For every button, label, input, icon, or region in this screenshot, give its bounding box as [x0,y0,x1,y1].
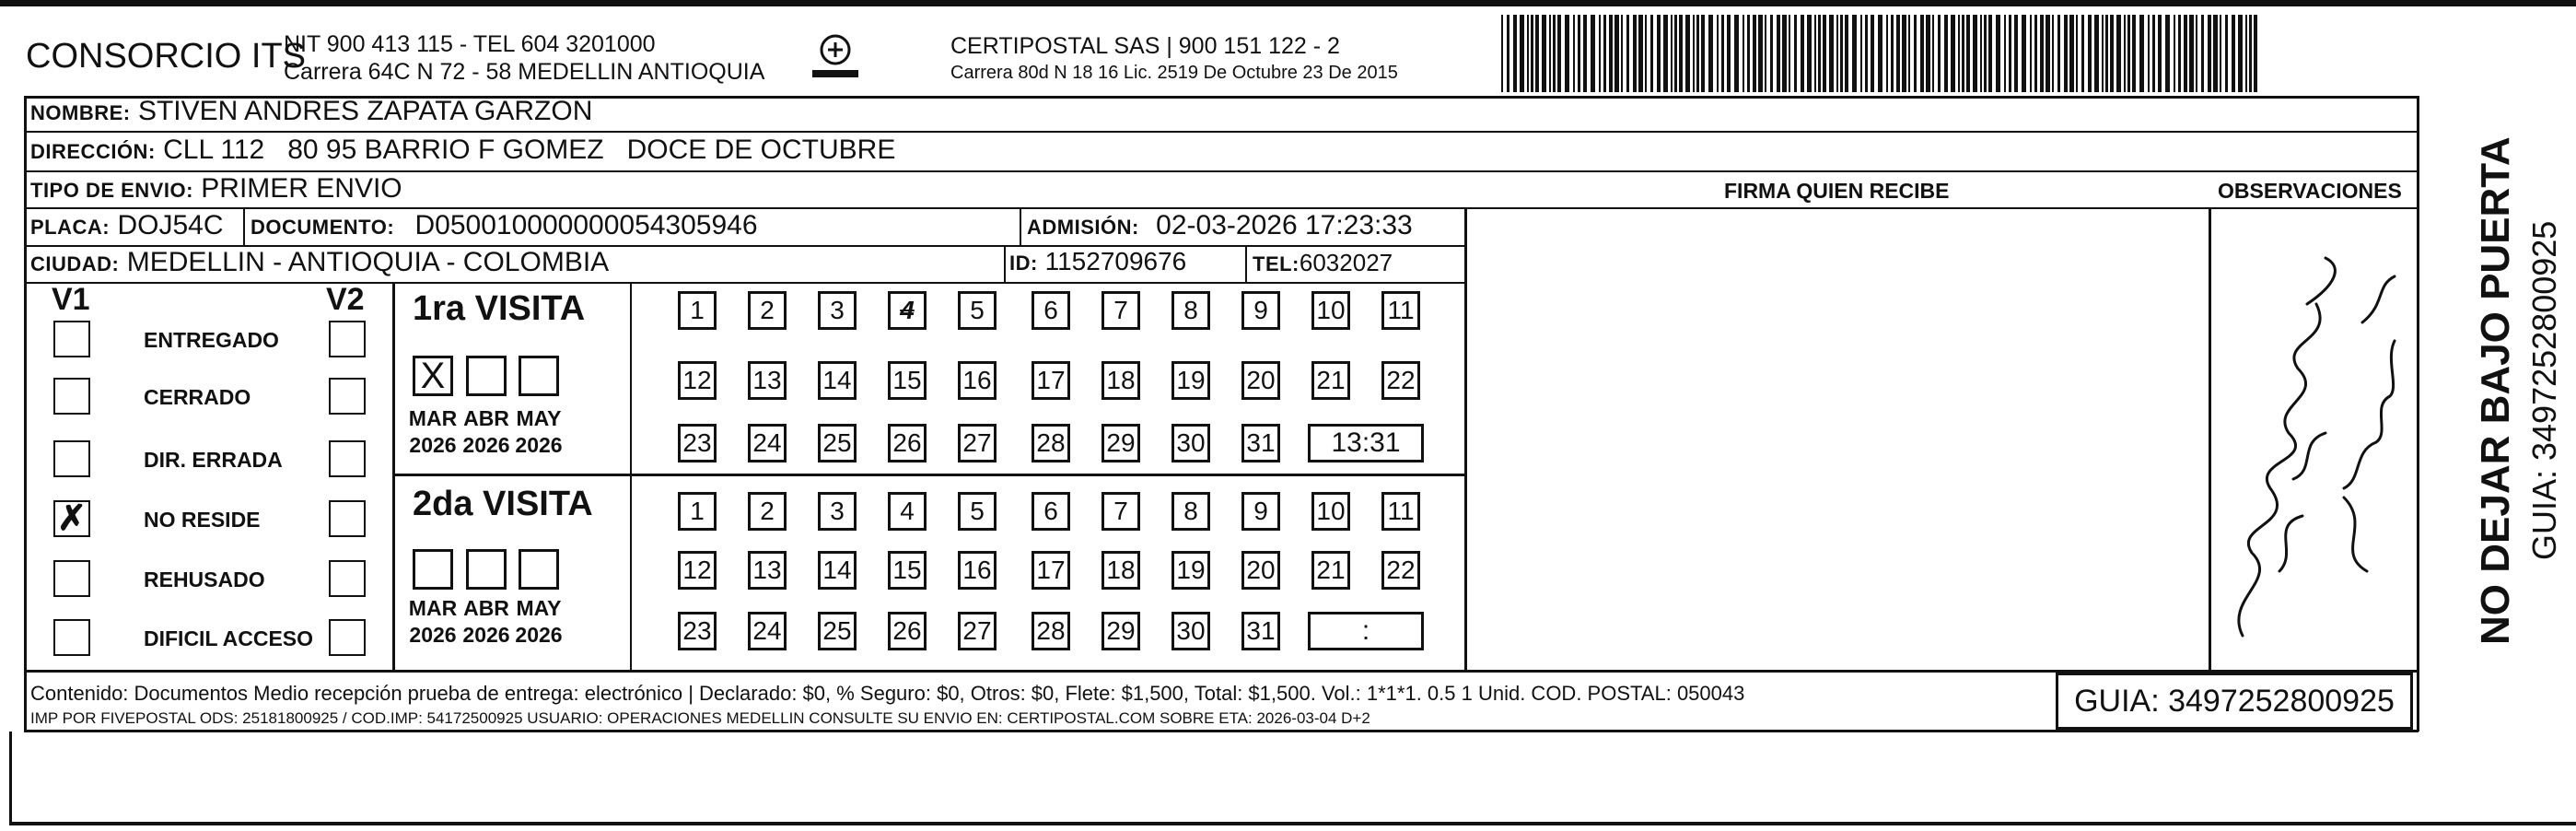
placa-field [30,210,224,241]
barcode-bar [1758,15,1763,92]
barcode-bar [2254,15,2257,92]
visit1-month-year: 2026 [409,433,457,457]
barcode-bar [1801,15,1804,92]
visit2-day-box: 15 [888,551,927,590]
visit2-day-box: 16 [958,551,997,590]
barcode-bar [2116,15,2121,92]
barcode-bar [1814,15,1816,92]
barcode-bar [2148,15,2150,92]
barcode-bar [1599,15,1601,92]
barcode-bar [2139,15,2144,92]
visit1-day-box: 11 [1381,291,1420,330]
barcode-bar [2124,15,2126,92]
status-label: NO RESIDE [144,508,261,532]
barcode-bar [1996,15,2000,92]
visit2-day-box: 12 [678,551,717,590]
visit1-month-name: MAY [516,406,562,430]
barcode-bar [2102,15,2104,92]
barcode-bar [2184,15,2187,92]
barcode-bar [1958,15,1960,92]
barcode-bar [2174,15,2175,92]
barcode-bar [1501,15,1503,92]
barcode-bar [1583,15,1587,92]
status-label: DIFICIL ACCESO [144,626,314,650]
company-address-line: Carrera 64C N 72 - 58 MEDELLIN ANTIOQUIA [284,59,765,85]
barcode-bar [2225,15,2228,92]
visit1-day-box: 9 [1241,291,1280,330]
barcode-bar [1865,15,1868,92]
barcode-bar [1535,15,1539,92]
barcode-bar [1984,15,1987,92]
visit2-day-box: 31 [1241,612,1280,650]
v2-label: V2 [326,282,365,317]
placa-value: DOJ54C [117,210,224,240]
visit2-day-box: 3 [818,492,857,531]
status-v2-checkbox [329,500,366,537]
documento-value: D050010000000054305946 [414,210,758,240]
barcode-bar [1852,15,1857,92]
barcode-bar [1693,15,1695,92]
barcode-bar [1520,15,1524,92]
barcode-bar [1603,15,1606,92]
barcode-bar [1988,15,1992,92]
visit2-day-box: 20 [1241,551,1280,590]
visit1-title: 1ra VISITA [413,289,586,328]
barcode-bar [1708,15,1713,92]
id-field [1009,247,1186,276]
barcode-bar [2245,15,2247,92]
barcode-bar [1531,15,1533,92]
barcode-bar [1765,15,1766,92]
barcode-bar [1621,15,1623,92]
barcode-bar [1591,15,1595,92]
status-v2-checkbox [329,560,366,597]
barcode-bar [1782,15,1787,92]
barcode-bar [1951,15,1955,92]
barcode-bar [1823,15,1826,92]
content-details: Contenido: Documentos Medio recepción prueba de entrega: electrónico | Declarado: $0, % Seguro: $0, Otros: $0, Flete: $1,500, Total: $1,500. Vol.: 1*1*1. 0.5 1 Unid. COD. POSTAL: 050043 [30,682,1745,705]
barcode-bar [1871,15,1874,92]
visit2-day-box: 14 [818,551,857,590]
barcode-bar [2040,15,2044,92]
barcode-bar [2208,15,2211,92]
visit1-day-box: 23 [678,424,717,462]
visit1-day-box: 8 [1171,291,1210,330]
visit1-month-checkbox: X [413,356,453,396]
visit2-day-box: 4 [888,492,927,531]
barcode-bar [1671,15,1673,92]
v1-label: V1 [52,282,90,317]
company-nit-line: NIT 900 413 115 - TEL 604 3201000 [284,31,656,57]
firma-header: FIRMA QUIEN RECIBE [1724,179,1950,203]
barcode-bar [2022,15,2026,92]
barcode-bar [1794,15,1797,92]
status-v2-checkbox [329,321,366,357]
barcode-bar [1685,15,1690,92]
admision-value: 02-03-2026 17:23:33 [1156,210,1413,240]
barcode-bar [1638,15,1643,92]
barcode-bar [2034,15,2037,92]
barcode-bar [1553,15,1556,92]
tipo-envio-value: PRIMER ENVIO [201,173,402,204]
visit1-day-box: 13 [748,361,787,400]
barcode-bar [1507,15,1509,92]
tel-value: 6032027 [1299,249,1393,276]
barcode-bar [2213,15,2218,92]
visit1-day-box: 4 [888,291,927,330]
tel-field [1253,249,1393,277]
documento-label: DOCUMENTO: [251,216,395,239]
admision-field [1027,210,1413,241]
barcode-bar [2127,15,2130,92]
carrier-line: CERTIPOSTAL SAS | 900 151 122 - 2 [950,33,1340,59]
visit2-day-box: 18 [1102,551,1140,590]
visit2-day-box: 24 [748,612,787,650]
barcode-bar [2009,15,2011,92]
visit2-day-box: 27 [958,612,997,650]
visit1-day-box: 12 [678,361,717,400]
visit2-title: 2da VISITA [413,485,593,523]
ciudad-value: MEDELLIN - ANTIOQUIA - COLOMBIA [126,247,610,277]
barcode-bar [2105,15,2108,92]
visit2-month-name: MAR [408,596,458,620]
barcode-bar [1753,15,1756,92]
documento-field [251,210,758,241]
status-label: ENTREGADO [144,328,279,352]
barcode-bar [1727,15,1731,92]
status-label: DIR. ERRADA [144,448,283,472]
status-v2-checkbox [329,440,366,477]
barcode-bar [1829,15,1834,92]
visit1-day-box: 20 [1241,361,1280,400]
barcode-bar [1914,15,1917,92]
barcode-bar [2046,15,2050,92]
barcode-bar [1614,15,1619,92]
visit2-day-box: 11 [1381,492,1420,531]
visit1-day-box: 14 [818,361,857,400]
barcode-bar [1944,15,1948,92]
visit1-time-box: 13:31 [1308,424,1424,462]
status-label: REHUSADO [144,568,265,591]
no-dejar-bajo-puerta: NO DEJAR BAJO PUERTA [2473,136,2518,645]
visit2-day-box: 7 [1102,492,1140,531]
barcode-bar [1657,15,1661,92]
visit2-month-year: 2026 [515,623,563,647]
barcode-bar [2110,15,2114,92]
barcode-bar [1920,15,1924,92]
barcode-bar [1908,15,1910,92]
company-name: CONSORCIO ITS [26,37,307,76]
barcode-bar [1696,15,1699,92]
barcode [1501,15,2261,92]
barcode-bar [2232,15,2235,92]
barcode-bar [2238,15,2243,92]
placa-label: PLACA: [30,216,111,239]
visit2-month-year: 2026 [462,623,510,647]
visit1-day-box: 24 [748,424,787,462]
visit2-time-box: : [1308,612,1424,650]
direccion-label: DIRECCIÓN: [30,140,156,163]
barcode-bar [1902,15,1906,92]
barcode-bar [2152,15,2155,92]
visit1-day-box: 25 [818,424,857,462]
status-v1-checkbox [53,440,90,477]
barcode-bar [2069,15,2074,92]
side-guia-number: GUIA: 3497252800925 [2525,220,2563,560]
admision-label: ADMISIÓN: [1027,216,1139,239]
status-v1-checkbox [53,560,90,597]
observaciones-header: OBSERVACIONES [2218,179,2402,203]
visit1-month-checkbox [466,356,507,396]
visit1-day-box: 18 [1102,361,1140,400]
barcode-bar [1549,15,1551,92]
barcode-bar [1777,15,1780,92]
visit2-month-name: ABR [463,596,509,620]
barcode-bar [1980,15,1982,92]
barcode-bar [1663,15,1668,92]
visit2-day-box: 6 [1032,492,1070,531]
barcode-bar [2030,15,2032,92]
nombre-value: STIVEN ANDRES ZAPATA GARZON [137,96,593,126]
barcode-bar [2088,15,2092,92]
visit1-month-name: ABR [463,406,509,430]
barcode-bar [1743,15,1744,92]
visit2-day-box: 26 [888,612,927,650]
barcode-bar [2014,15,2018,92]
barcode-bar [1747,15,1750,92]
barcode-bar [2189,15,2194,92]
barcode-bar [1645,15,1647,92]
visit1-month-label [507,405,571,459]
visit2-day-box: 9 [1241,492,1280,531]
barcode-bar [2052,15,2054,92]
barcode-bar [2132,15,2136,92]
barcode-bar [1962,15,1964,92]
visit2-day-box: 21 [1311,551,1350,590]
visit2-day-box: 17 [1032,551,1070,590]
barcode-bar [1734,15,1739,92]
barcode-bar [2081,15,2084,92]
barcode-bar [1565,15,1569,92]
ciudad-label: CIUDAD: [30,252,120,275]
visit1-day-box: 31 [1241,424,1280,462]
barcode-bar [2158,15,2162,92]
status-label: CERRADO [144,385,251,409]
barcode-bar [1818,15,1821,92]
visit2-day-box: 1 [678,492,717,531]
barcode-bar [1721,15,1724,92]
print-details: IMP POR FIVEPOSTAL ODS: 25181800925 / COD.IMP: 54172500925 USUARIO: OPERACIONES MEDELLIN CONSULTE SU ENVIO EN: CERTIPOSTAL.COM SOBRE ETA: 2026-03-04 D+2 [30,709,1370,727]
barcode-bar [1701,15,1705,92]
visit2-day-box: 23 [678,612,717,650]
visit1-day-box: 2 [748,291,787,330]
visit2-day-box: 5 [958,492,997,531]
status-v2-checkbox [329,378,366,415]
barcode-bar [1789,15,1790,92]
barcode-bar [1557,15,1561,92]
barcode-bar [1878,15,1882,92]
visit2-day-box: 8 [1171,492,1210,531]
visit2-month-year: 2026 [409,623,457,647]
barcode-bar [2201,15,2204,92]
visit2-month-label [507,595,571,649]
tipo-envio-field [30,173,402,205]
visit2-day-box: 19 [1171,551,1210,590]
barcode-bar [1938,15,1941,92]
visit2-month-checkbox [519,549,559,590]
visit1-day-box: 16 [958,361,997,400]
barcode-bar [1845,15,1848,92]
guia-number-box: GUIA: 3497252800925 [2056,673,2413,730]
id-label: ID: [1009,252,1038,275]
visit1-day-box: 3 [818,291,857,330]
barcode-bar [1966,15,1970,92]
barcode-bar [2064,15,2068,92]
barcode-bar [1717,15,1719,92]
visit2-day-box: 25 [818,612,857,650]
visit2-day-box: 10 [1311,492,1350,531]
visit2-month-name: MAY [516,596,562,620]
barcode-bar [1840,15,1843,92]
barcode-bar [1609,15,1613,92]
visit1-day-box: 6 [1032,291,1070,330]
visit1-day-box: 19 [1171,361,1210,400]
visit1-day-box: 5 [958,291,997,330]
visit2-day-box: 2 [748,492,787,531]
barcode-bar [1674,15,1677,92]
barcode-bar [1770,15,1773,92]
barcode-bar [2165,15,2170,92]
visit1-month-year: 2026 [462,433,510,457]
nombre-label: NOMBRE: [30,101,131,124]
visit1-month-name: MAR [408,406,458,430]
visit1-day-box: 21 [1311,361,1350,400]
barcode-bar [1896,15,1900,92]
tel-label: TEL: [1253,252,1300,275]
status-v1-checkbox [53,619,90,656]
barcode-bar [1973,15,1977,92]
visit2-day-box: 13 [748,551,787,590]
barcode-bar [1513,15,1517,92]
barcode-bar [2076,15,2078,92]
visit2-month-checkbox [466,549,507,590]
visit1-month-year: 2026 [515,433,563,457]
direccion-value: CLL 112 80 95 BARRIO F GOMEZ DOCE DE OCTUBRE [163,135,896,165]
barcode-bar [1578,15,1580,92]
barcode-bar [2094,15,2099,92]
barcode-bar [1886,15,1888,92]
visit2-day-box: 29 [1102,612,1140,650]
barcode-bar [1836,15,1838,92]
handwritten-observation [2215,249,2399,654]
barcode-bar [2004,15,2006,92]
visit1-day-box: 22 [1381,361,1420,400]
barcode-bar [1679,15,1683,92]
id-value: 1152709676 [1044,247,1187,275]
barcode-bar [1573,15,1575,92]
status-v2-checkbox [329,619,366,656]
certipostal-logo [809,31,862,85]
visit1-day-box: 30 [1171,424,1210,462]
barcode-bar [2178,15,2181,92]
visit1-day-box: 17 [1032,361,1070,400]
tipo-envio-label: TIPO DE ENVIO: [30,179,193,202]
barcode-bar [1527,15,1529,92]
barcode-bar [2220,15,2221,92]
visit1-day-box: 28 [1032,424,1070,462]
direccion-field [30,135,895,166]
barcode-bar [2249,15,2252,92]
visit2-day-box: 28 [1032,612,1070,650]
barcode-bar [1650,15,1653,92]
barcode-bar [1926,15,1930,92]
visit1-day-box: 26 [888,424,927,462]
barcode-bar [1860,15,1862,92]
visit1-day-box: 27 [958,424,997,462]
visit2-day-box: 30 [1171,612,1210,650]
visit1-day-box: 10 [1311,291,1350,330]
status-v1-checkbox: ✗ [53,500,90,537]
barcode-bar [1542,15,1546,92]
visit2-day-box: 22 [1381,551,1420,590]
ciudad-field [30,247,609,278]
barcode-bar [2196,15,2197,92]
barcode-bar [1891,15,1894,92]
barcode-bar [1932,15,1934,92]
barcode-bar [1626,15,1629,92]
nombre-field [30,96,592,127]
barcode-bar [1633,15,1637,92]
status-v1-checkbox [53,378,90,415]
visit1-day-box: 1 [678,291,717,330]
visit1-day-box: 15 [888,361,927,400]
visit1-day-box: 29 [1102,424,1140,462]
barcode-bar [2057,15,2060,92]
carrier-address-line: Carrera 80d N 18 16 Lic. 2519 De Octubre 23 De 2015 [950,63,1398,83]
barcode-bar [1807,15,1812,92]
visit2-month-checkbox [413,549,453,590]
visit1-month-checkbox [519,356,559,396]
visit1-day-box: 7 [1102,291,1140,330]
status-v1-checkbox [53,321,90,357]
